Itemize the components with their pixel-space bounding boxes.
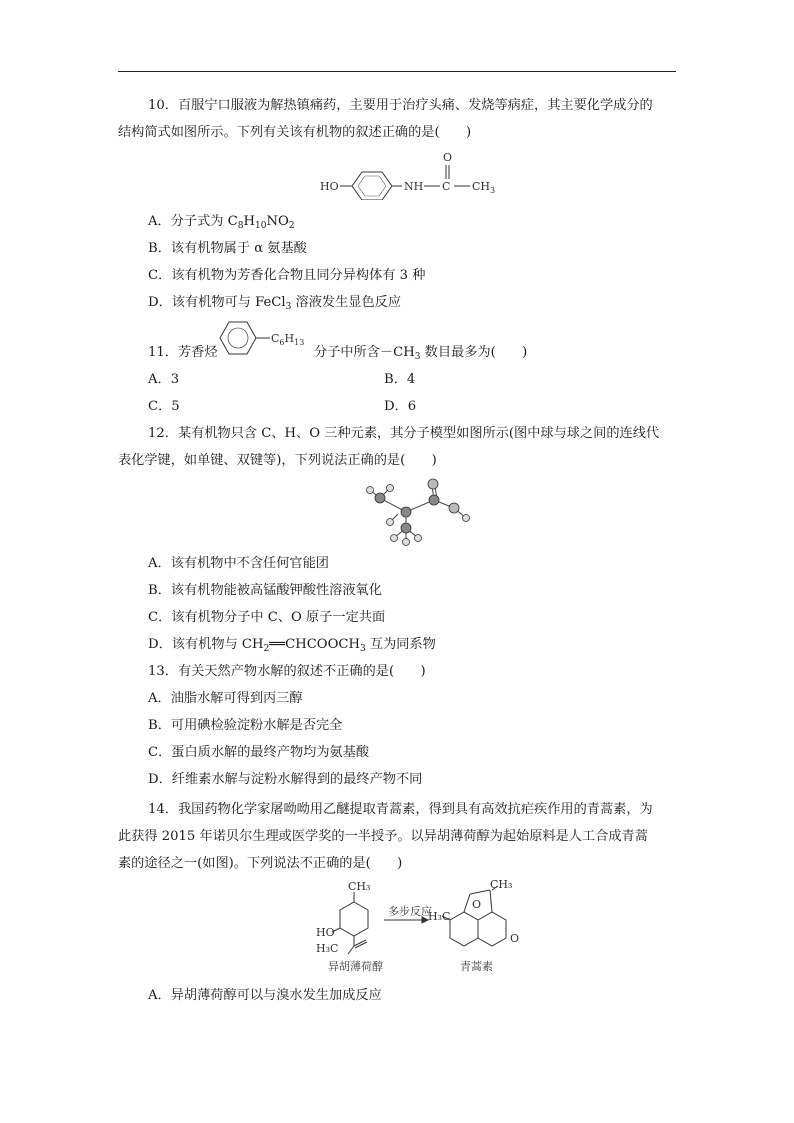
q10-structure-figure (318, 148, 508, 200)
q12-stem-line1: 12．某有机物只含 C、H、O 三种元素，其分子模型如图所示(图中球与球之间的连线代 (148, 426, 660, 441)
q10-nh-label: NH (404, 180, 424, 193)
q13-option-b: B．可用碘检验淀粉水解是否完全 (148, 718, 343, 733)
q13-option-c: C．蛋白质水解的最终产物均为氨基酸 (148, 745, 370, 760)
q14-synthesis-figure (310, 880, 530, 976)
q10-option-d: D．该有机物可与 FeCl$_3$ 溶液发生显色反应 (148, 295, 402, 312)
label-isopulegol: 异胡薄荷醇 (328, 960, 383, 973)
q13-option-d: D．纤维素水解与淀粉水解得到的最终产物不同 (148, 772, 423, 787)
q14-option-a: A．异胡薄荷醇可以与溴水发生加成反应 (148, 988, 382, 1003)
svg-text:O: O (510, 932, 520, 945)
q11-stem-post: 分子中所含$-CH_3$ 数目最多为( ) (314, 345, 528, 362)
q12-molecule-model (358, 478, 478, 548)
header-rule (118, 71, 676, 72)
q10-ch-label: $CH_3$ (472, 180, 496, 195)
svg-text:HO: HO (316, 926, 335, 939)
label-artemisinin: 青蒿素 (460, 960, 493, 973)
arrow-label: 多步反应 (388, 905, 432, 918)
q12-stem-line2: 表化学键，如单键、双键等)，下列说法正确的是( ) (118, 453, 437, 468)
q11-stem-pre: 11．芳香烃 (148, 345, 218, 360)
q10-o-label: O (443, 151, 453, 164)
svg-text:H₃C: H₃C (428, 910, 451, 923)
q14-stem-line3: 素的途径之一(如图)。下列说法不正确的是( ) (118, 856, 403, 871)
q12-option-b: B．该有机物能被高锰酸钾酸性溶液氧化 (148, 583, 382, 598)
q13-option-a: A．油脂水解可得到丙三醇 (148, 691, 303, 706)
q11-option-c: C．5 (148, 399, 180, 414)
q14-stem-line2: 此获得 2015 年诺贝尔生理或医学奖的一半授予。以异胡薄荷醇为起始原料是人工合成青蒿 (118, 829, 648, 844)
q12-option-d: D．该有机物与 $CH_2══CHCOOCH_3$ 互为同系物 (148, 637, 436, 654)
q11-benzene-figure (214, 318, 316, 358)
svg-text:O: O (472, 898, 482, 911)
q10-stem-line1: 10．百服宁口服液为解热镇痛药，主要用于治疗头痛、发烧等病症，其主要化学成分的 (148, 98, 653, 113)
svg-text:H₃C: H₃C (316, 942, 339, 955)
svg-text:C6H13: $C_6H_{13}$ (271, 332, 305, 347)
q10-ho-label: HO (320, 180, 339, 193)
q13-stem: 13．有关天然产物水解的叙述不正确的是( ) (148, 664, 426, 679)
q10-option-c: C．该有机物为芳香化合物且同分异构体有 3 种 (148, 268, 426, 283)
svg-text:CH₃: CH₃ (348, 880, 371, 893)
q10-option-b: B．该有机物属于 α 氨基酸 (148, 241, 307, 256)
svg-text:CH₃: CH₃ (490, 880, 513, 891)
q10-option-a: A．分子式为 $C_8H_{10}NO_2$ (148, 214, 295, 231)
q12-option-a: A．该有机物中不含任何官能团 (148, 556, 329, 571)
q12-option-c: C．该有机物分子中 C、O 原子一定共面 (148, 610, 386, 625)
q11-option-d: D．6 (384, 399, 417, 414)
q10-c-label: C (442, 180, 451, 193)
q10-stem-line2: 结构简式如图所示。下列有关该有机物的叙述正确的是( ) (118, 125, 472, 140)
q11-option-b: B．4 (384, 372, 416, 387)
q11-option-a: A．3 (148, 372, 180, 387)
q14-stem-line1: 14．我国药物化学家屠呦呦用乙醚提取青蒿素，得到具有高效抗疟疾作用的青蒿素，为 (148, 802, 653, 817)
